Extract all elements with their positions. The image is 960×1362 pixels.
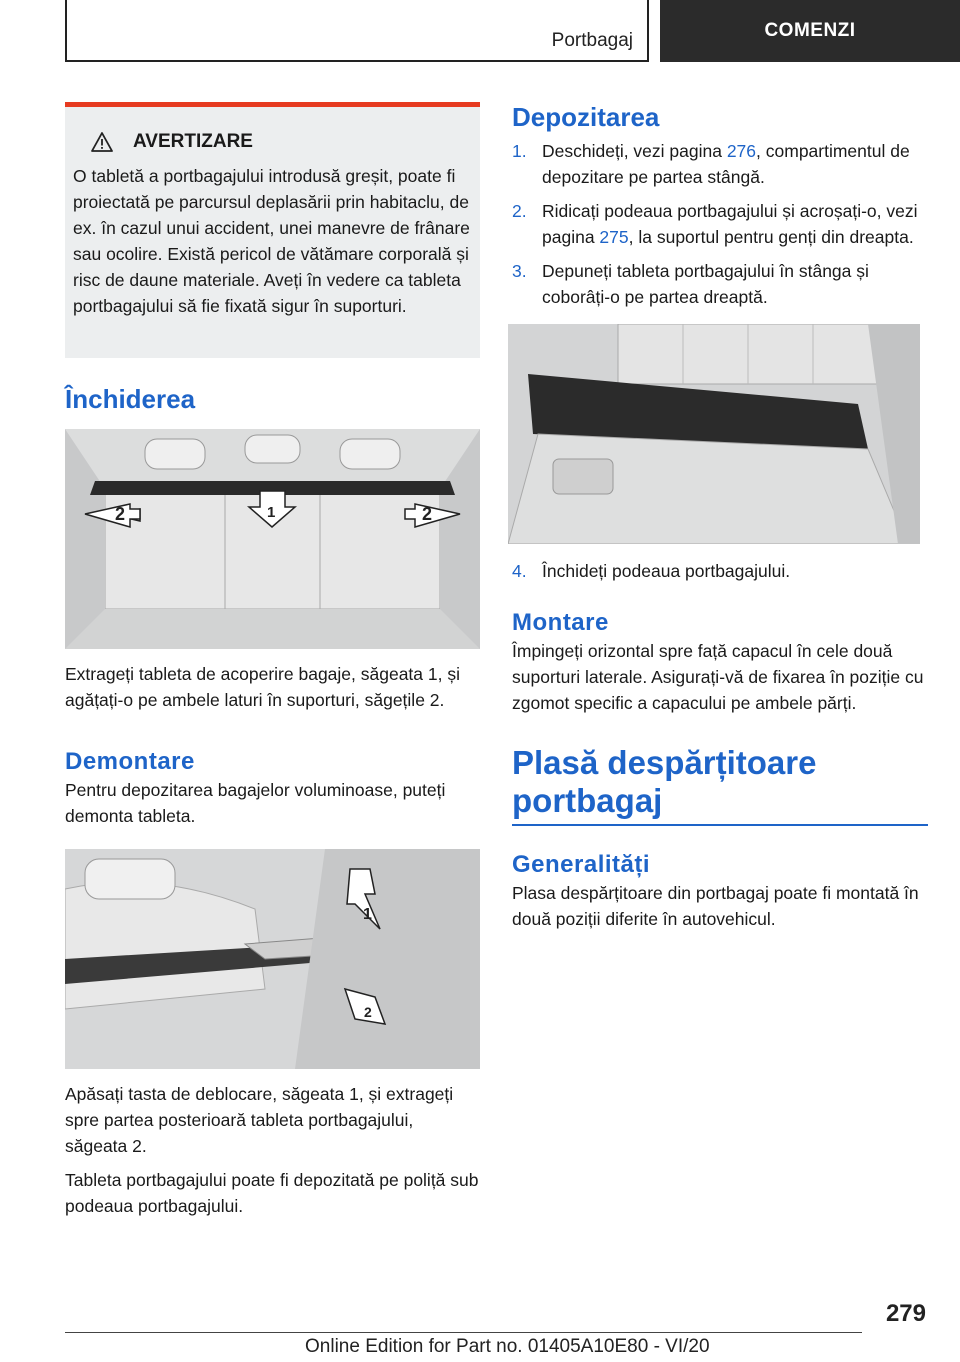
right-column <box>512 102 928 932</box>
storage-step <box>512 258 928 310</box>
storage-illustration <box>508 324 920 544</box>
step-number: 4. <box>512 561 527 581</box>
storage-steps <box>512 138 928 310</box>
closing-heading: Închiderea <box>65 384 196 414</box>
step-number: 1. <box>512 141 527 161</box>
removal-heading: Demontare <box>65 748 195 775</box>
step-text: Deschideți, vezi pagina <box>542 141 727 161</box>
storage-step <box>512 558 928 584</box>
page-link-275[interactable]: 275 <box>599 227 629 247</box>
removal-intro: Pentru depozitarea bagajelor voluminoase, puteți demonta tableta. <box>65 780 446 826</box>
removal-arrow-label-2: 2 <box>364 1004 372 1020</box>
step-text-after: , la suportul pentru genți din dreapta. <box>628 227 914 247</box>
step-text-after: , compartimentul de depozitare pe partea stângă. <box>542 141 910 187</box>
removal-text-1: Apăsați tasta de deblocare, săgeata 1, și extrageți spre partea posterioară tableta portbagajului, săgeata 2. <box>65 1084 454 1156</box>
step-text: Ridicați podeaua portbagajului și acroșați-o, vezi pagina <box>542 201 918 247</box>
mounting-text: Împingeți orizontal spre față capacul în cele două suporturi laterale. Asigurați-vă de fixarea în poziție cu zgomot specific a capacului pe ambele părți. <box>512 641 924 713</box>
warning-text: O tabletă a portbagajului introdusă greșit, poate fi proiectată pe parcursul deplasării prin habitaclu, de ex. în cazul unui accident, unei manevre de frânare sau ocolire. Există pericol de vătămare corporală și risc de daune materiale. Aveți în vedere ca tableta portbagajului să fie fixată sigur în suporturi. <box>73 166 470 316</box>
page-link-276[interactable]: 276 <box>726 141 757 161</box>
step-text: Depuneți tableta portbagajului în stânga și coborâți-o pe partea dreaptă. <box>542 261 869 307</box>
removal-illustration <box>65 849 480 1069</box>
removal-arrow-label-1: 1 <box>363 906 372 923</box>
removal-text-2: Tableta portbagajului poate fi depozitată pe poliță sub podeaua portbagajului. <box>65 1170 479 1216</box>
footer-edition: Online Edition for Part no. 01405A10E80 - VI/20 <box>305 1336 710 1357</box>
closing-illustration <box>65 429 480 649</box>
net-text: Plasa despărțitoare din portbagaj poate fi montată în două poziții diferite în autovehicul. <box>512 883 919 929</box>
net-subheading: Generalități <box>512 851 651 878</box>
footer-divider <box>65 1332 862 1333</box>
header-frame <box>65 0 649 62</box>
closing-arrow-label-left: 2 <box>115 504 126 524</box>
closing-arrow-label-center: 1 <box>267 504 276 521</box>
header-section-title: Portbagaj <box>551 30 633 51</box>
warning-box <box>65 102 480 358</box>
step-text: Închideți podeaua portbagajului. <box>542 561 791 581</box>
storage-heading: Depozitarea <box>512 102 660 132</box>
net-heading: Plasă despărțitoare portbagaj <box>512 744 928 826</box>
closing-arrow-label-right: 2 <box>422 504 433 524</box>
warning-title <box>91 131 472 153</box>
left-column <box>65 102 480 1219</box>
warning-title-text: AVERTIZARE <box>133 131 253 152</box>
storage-step <box>512 138 928 190</box>
warning-triangle-icon <box>91 132 113 152</box>
closing-text: Extrageți tableta de acoperire bagaje, săgeata 1, și agățați-o pe ambele laturi în suporturi, săgețile 2. <box>65 664 460 710</box>
mounting-heading: Montare <box>512 609 609 636</box>
step-number: 2. <box>512 201 527 221</box>
storage-step <box>512 198 928 250</box>
page-number: 279 <box>885 1300 926 1327</box>
step-number: 3. <box>512 261 527 281</box>
storage-steps-final <box>512 558 928 584</box>
chapter-tab[interactable]: COMENZI <box>660 0 960 62</box>
